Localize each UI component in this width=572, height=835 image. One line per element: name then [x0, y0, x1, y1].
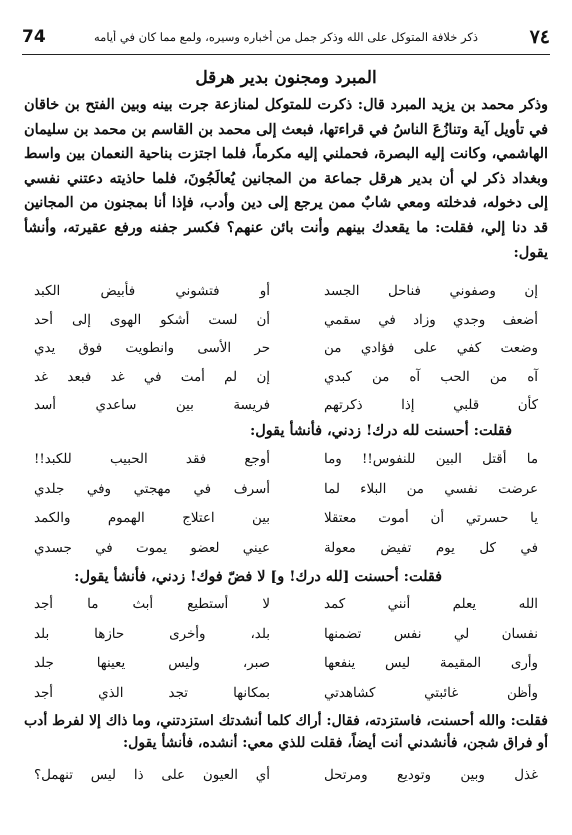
first-hemistich: عرضت نفسي من البلاء لما [324, 481, 538, 497]
first-hemistich: غذل وبين وتوديع ومرتحل [324, 768, 538, 783]
verse [24, 482, 548, 512]
narration-line: فقلت: أحسنت لله درك! زدني، فأنشأ يقول: [249, 422, 512, 439]
second-hemistich: أسرف في مهجتي وفي جلدي [34, 481, 270, 497]
first-hemistich: آه من الحب آه من كبدي [324, 369, 538, 385]
first-hemistich: نفسان لي نفس تضمنها [324, 626, 538, 642]
section-title: المبرد ومجنون بدير هرقل [195, 68, 377, 88]
first-hemistich: يا حسرتي أن أموت معتقلا [324, 511, 538, 526]
first-hemistich: في كل يوم تفيض معولة [324, 540, 538, 556]
first-hemistich: كأن قلبي إذا ذكرتهم [324, 398, 538, 414]
running-header [22, 20, 550, 55]
poem-block-2 [24, 452, 548, 570]
first-hemistich: أضعف وجدي وزاد في سقمي [324, 312, 538, 328]
second-hemistich: إن لم أمت في غد فبعد غد [34, 369, 270, 385]
second-hemistich: بلد، وأخرى حازها بلد [34, 626, 270, 642]
narration-line: فقلت: أحسنت [لله درك! و] لا فضّ فوك! زدني، فأنشأ يقول: [74, 568, 442, 585]
verse [24, 656, 548, 686]
second-hemistich: أو فتشوني فأبيض الكبد [34, 284, 270, 299]
verse [24, 627, 548, 657]
verse [24, 511, 548, 541]
verse [24, 341, 548, 370]
intro-paragraph: وذكر محمد بن يزيد المبرد قال: ذكرت للمتوكل لمنازعة جرت بينه وبين الفتح بن خاقان في تأويل آية وتنازُعَ الناسُ في قراءتها، فبعث إلى محمد بن القاسم بن محمد بن سليمان الهاشمي، وكانت إليه البصرة، فحملني إليه مكرماً، فلما اجتزت بناحية النعمان بين واسط وبغداد ذكر لي أن بدير هرقل جماعة من المجانين يُعالَجُونَ، فلما حاذيته دعتني نفسي إلى دخوله، فدخلته ومعي شابٌ ممن يرجع إلى دين وأدب، فإذا أنا بمجنون من المجانين قد دنا إلي، فقلت: ما يقعدك بينهم وأنت بائن عنهم؟ فكسر جفنه ورفع عقيرته، وأنشأ يقول: [24, 96, 548, 261]
second-hemistich: صبر، وليس يعينها جلد [34, 656, 270, 671]
verse [24, 541, 548, 571]
second-hemistich: أن لست أشكو الهوى إلى أحد [34, 312, 270, 328]
running-title: ذكر خلافة المتوكل على الله وذكر جمل من أخباره وسيره، ولمع مما كان في أيامه [94, 30, 478, 44]
second-hemistich: حر الأسى وانطويت فوق يدي [34, 341, 270, 357]
second-hemistich: لا أستطيع أبث ما أجد [34, 597, 270, 612]
verse [24, 284, 548, 313]
first-hemistich: إن وصفوني فناحل الجسد [324, 284, 538, 299]
poem-block-4 [24, 768, 548, 798]
page-number-western: 74 [22, 27, 46, 47]
poem-block-1 [24, 284, 548, 427]
first-hemistich: الله يعلم أنني كمد [324, 597, 538, 612]
closing-paragraph: فقلت: والله أحسنت، فاستزدته، فقال: أراك كلما أنشدتك استزدتني، وما ذاك إلا لفرط أدب أو فراق شجن، فأنشدني أنت أيضاً، فقلت للذي معي: أنشده، فأنشأ يقول: [24, 713, 548, 751]
second-hemistich: أوجع فقد الحبيب للكبد!! [34, 452, 270, 467]
first-hemistich: ما أقتل البين للنفوس!! وما [324, 452, 538, 467]
first-hemistich: وأرى المقيمة ليس ينفعها [324, 656, 538, 671]
second-hemistich: بمكانها تجد الذي أجد [34, 685, 270, 701]
verse [24, 313, 548, 342]
verse [24, 768, 548, 798]
verse [24, 452, 548, 482]
poem-block-3 [24, 597, 548, 715]
second-hemistich: عيني لعضو يموت في جسدي [34, 540, 270, 556]
verse [24, 597, 548, 627]
verse [24, 370, 548, 399]
second-hemistich: أي العيون على ذا ليس تنهمل؟ [34, 768, 270, 783]
page-number-arabic: ٧٤ [529, 26, 550, 48]
first-hemistich: وضعت كفي على فؤادي من [324, 341, 538, 357]
second-hemistich: بين اعتلاج الهموم والكمد [34, 511, 270, 526]
first-hemistich: وأظن غائبتي كشاهدتي [324, 685, 538, 701]
second-hemistich: فريسة بين ساعدي أسد [34, 398, 270, 414]
